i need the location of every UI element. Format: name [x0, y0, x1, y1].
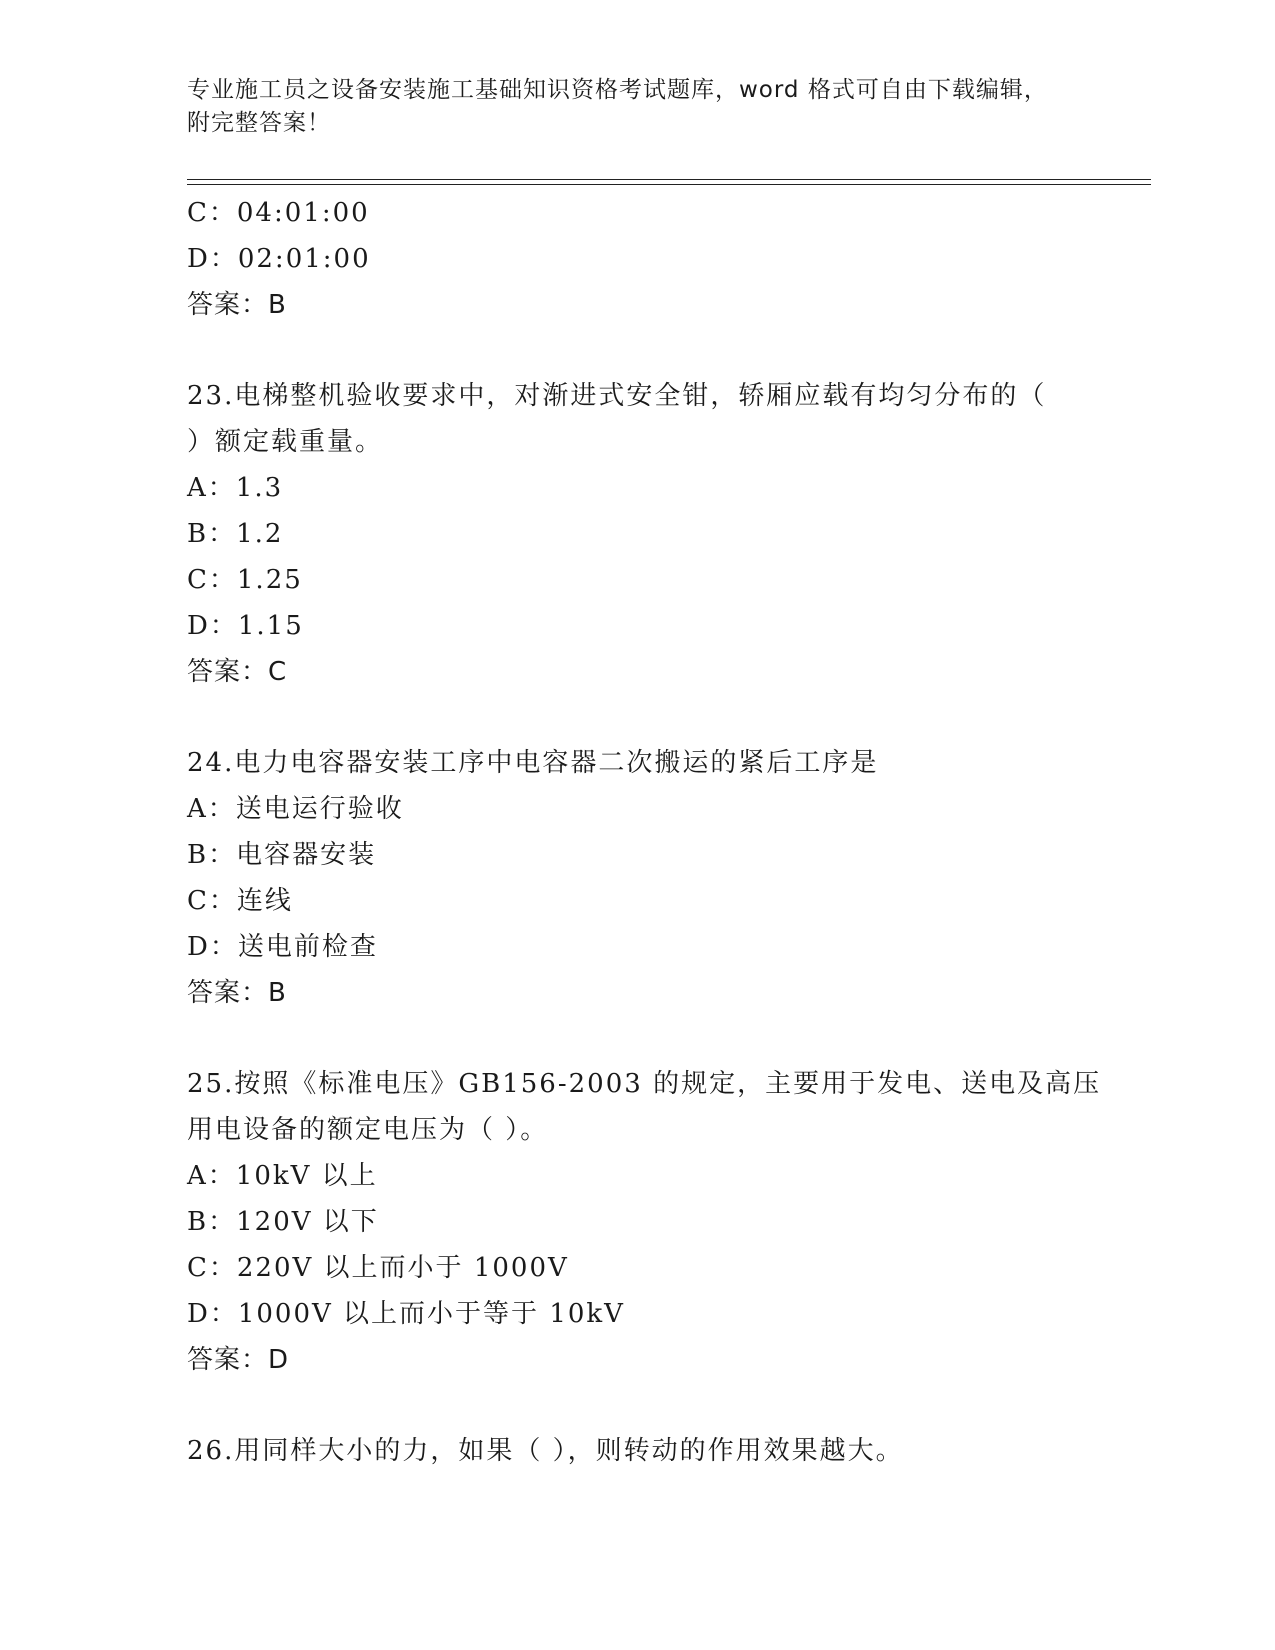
question-stem: 23.电梯整机验收要求中，对渐进式安全钳，轿厢应载有均匀分布的（ — [187, 381, 1047, 411]
option-d: D：1.15 — [187, 611, 304, 641]
question-list — [187, 190, 1102, 1474]
option-a: A：送电运行验收 — [187, 794, 404, 824]
option-d: D：1000V 以上而小于等于 10kV — [187, 1299, 625, 1329]
option-c: C：220V 以上而小于 1000V — [187, 1253, 569, 1283]
option-c: C：04:01:00 — [187, 198, 370, 228]
question-stem: ）额定载重量。 — [187, 427, 384, 457]
header-divider-bottom — [187, 184, 1151, 185]
option-d: D：送电前检查 — [187, 932, 378, 962]
header-line-2: 附完整答案！ — [187, 110, 331, 136]
answer-line: 答案：D — [187, 1345, 290, 1375]
question-stem: 24.电力电容器安装工序中电容器二次搬运的紧后工序是 — [187, 748, 879, 778]
option-b: B：电容器安装 — [187, 840, 377, 870]
question-26 — [187, 1428, 1087, 1474]
option-a: A：1.3 — [187, 473, 284, 503]
answer-line: 答案：C — [187, 657, 288, 687]
question-stem: 用电设备的额定电压为（ ）。 — [187, 1115, 549, 1145]
option-a: A：10kV 以上 — [187, 1161, 378, 1191]
question-25 — [187, 1061, 1102, 1383]
option-b: B：120V 以下 — [187, 1207, 379, 1237]
answer-line: 答案：B — [187, 290, 287, 320]
question-23 — [187, 373, 1087, 695]
question-stem: 25.按照《标准电压》GB156-2003 的规定，主要用于发电、送电及高压 — [187, 1069, 1102, 1099]
question-24 — [187, 740, 1087, 1016]
option-c: C：1.25 — [187, 565, 303, 595]
option-b: B：1.2 — [187, 519, 284, 549]
question-stem: 26.用同样大小的力，如果（ ），则转动的作用效果越大。 — [187, 1436, 904, 1466]
header-line-1: 专业施工员之设备安装施工基础知识资格考试题库，word 格式可自由下载编辑， — [187, 77, 1048, 103]
previous-question-tail — [187, 190, 1087, 328]
header-divider-top — [187, 179, 1151, 180]
document-header — [187, 74, 1087, 140]
answer-line: 答案：B — [187, 978, 287, 1008]
option-d: D：02:01:00 — [187, 244, 371, 274]
option-c: C：连线 — [187, 886, 293, 916]
